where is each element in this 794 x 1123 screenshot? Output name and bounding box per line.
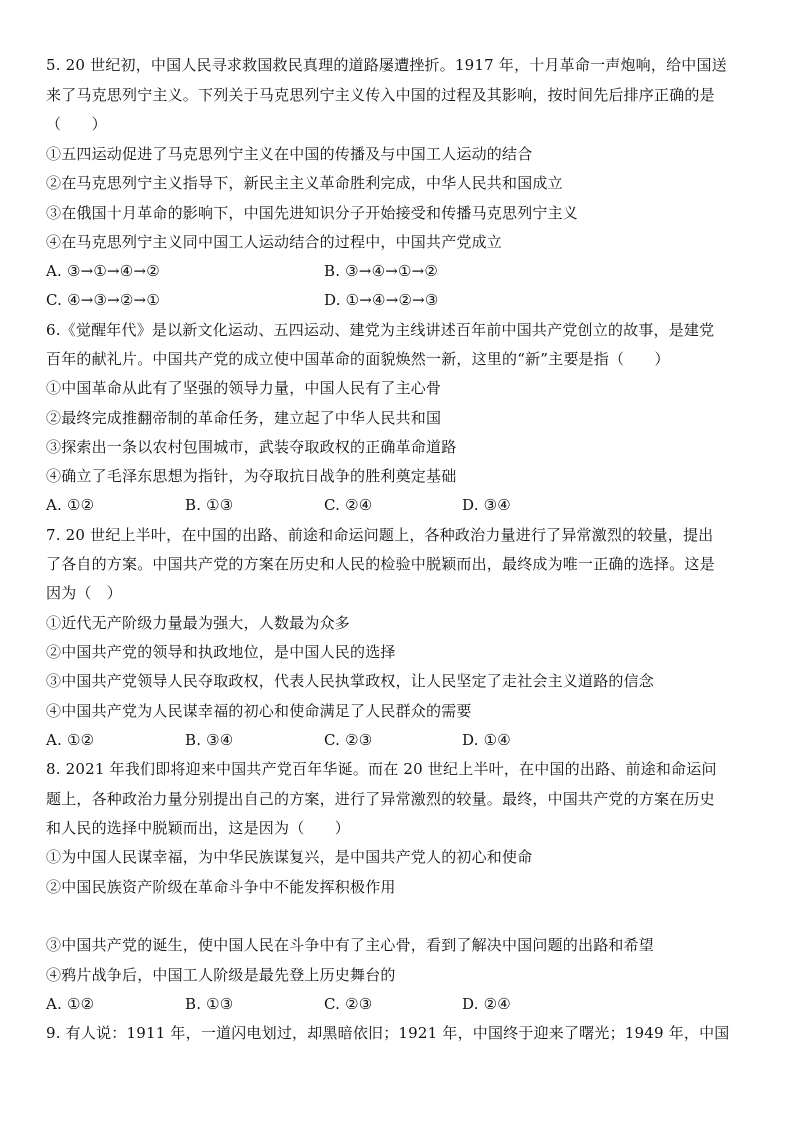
q5-option-d: D. ①→④→②→③ xyxy=(324,291,439,309)
q8-stem-line-1: 8. 2021 年我们即将迎来中国共产党百年华诞。而在 20 世纪上半叶，在中国的出路、前途和命运问 xyxy=(46,760,717,778)
q5-stem-line-1: 5. 20 世纪初，中国人民寻求救国救民真理的道路屡遭挫折。1917 年，十月革命一声炮响，给中国送 xyxy=(46,56,727,74)
q7-item-1: ①近代无产阶级力量最为强大，人数最为众多 xyxy=(46,614,351,632)
q7-option-c: C. ②③ xyxy=(324,731,373,749)
q8-item-1: ①为中国人民谋幸福，为中华民族谋复兴，是中国共产党人的初心和使命 xyxy=(46,848,533,866)
q7-item-3: ③中国共产党领导人民夺取政权，代表人民执掌政权，让人民坚定了走社会主义道路的信念 xyxy=(46,672,655,690)
q6-option-a: A. ①② xyxy=(46,496,95,514)
q8-item-4: ④鸦片战争后，中国工人阶级是最先登上历史舞台的 xyxy=(46,966,396,984)
q6-item-2: ②最终完成推翻帝制的革命任务，建立起了中华人民共和国 xyxy=(46,409,442,427)
q8-stem-line-2: 题上，各种政治力量分别提出自己的方案，进行了异常激烈的较量。最终，中国共产党的方案在历史 xyxy=(46,790,715,808)
q9-stem-line-1: 9. 有人说：1911 年，一道闪电划过，却黑暗依旧；1921 年，中国终于迎来了曙光；1949 年，中国 xyxy=(46,1024,730,1042)
q8-option-b: B. ①③ xyxy=(185,995,234,1013)
q7-stem-line-1: 7. 20 世纪上半叶，在中国的出路、前途和命运问题上，各种政治力量进行了异常激烈的较量，提出 xyxy=(46,526,714,544)
q5-item-1: ①五四运动促进了马克思列宁主义在中国的传播及与中国工人运动的结合 xyxy=(46,145,533,163)
q8-item-3: ③中国共产党的诞生，使中国人民在斗争中有了主心骨，看到了解决中国问题的出路和希望 xyxy=(46,936,655,954)
q6-item-3: ③探索出一条以农村包围城市，武装夺取政权的正确革命道路 xyxy=(46,438,457,456)
q5-stem-line-2: 来了马克思列宁主义。下列关于马克思列宁主义传入中国的过程及其影响，按时间先后排序正确的是 xyxy=(46,86,715,104)
q8-item-2: ②中国民族资产阶级在革命斗争中不能发挥积极作用 xyxy=(46,878,396,896)
q5-item-4: ④在马克思列宁主义同中国工人运动结合的过程中，中国共产党成立 xyxy=(46,233,503,251)
q6-item-4: ④确立了毛泽东思想为指针，为夺取抗日战争的胜利奠定基础 xyxy=(46,467,457,485)
q7-item-2: ②中国共产党的领导和执政地位，是中国人民的选择 xyxy=(46,643,396,661)
q5-stem-line-3: （ ） xyxy=(46,115,107,133)
q5-item-2: ②在马克思列宁主义指导下，新民主主义革命胜利完成，中华人民共和国成立 xyxy=(46,174,563,192)
q8-option-a: A. ①② xyxy=(46,995,95,1013)
q8-option-d: D. ②④ xyxy=(462,995,511,1013)
q7-stem-line-3: 因为（ ） xyxy=(46,584,123,602)
q6-stem-line-2: 百年的献礼片。中国共产党的成立使中国革命的面貌焕然一新，这里的“新”主要是指（ ） xyxy=(46,350,670,368)
q7-stem-line-2: 了各自的方案。中国共产党的方案在历史和人民的检验中脱颖而出，最终成为唯一正确的选择。这是 xyxy=(46,555,715,573)
q6-stem-line-1: 6.《觉醒年代》是以新文化运动、五四运动、建党为主线讲述百年前中国共产党创立的故事，是建党 xyxy=(46,321,715,339)
q6-option-d: D. ③④ xyxy=(462,496,511,514)
q7-option-a: A. ①② xyxy=(46,731,95,749)
q6-option-b: B. ①③ xyxy=(185,496,234,514)
q7-option-b: B. ③④ xyxy=(185,731,234,749)
q6-item-1: ①中国革命从此有了坚强的领导力量，中国人民有了主心骨 xyxy=(46,379,442,397)
q7-item-4: ④中国共产党为人民谋幸福的初心和使命满足了人民群众的需要 xyxy=(46,702,472,720)
q5-option-c: C. ④→③→②→① xyxy=(46,291,160,309)
q5-option-b: B. ③→④→①→② xyxy=(324,262,439,280)
q8-option-c: C. ②③ xyxy=(324,995,373,1013)
q8-stem-line-3: 和人民的选择中脱颖而出，这是因为（ ） xyxy=(46,819,351,837)
q5-item-3: ③在俄国十月革命的影响下，中国先进知识分子开始接受和传播马克思列宁主义 xyxy=(46,204,579,222)
q5-option-a: A. ③→①→④→② xyxy=(46,262,160,280)
q6-option-c: C. ②④ xyxy=(324,496,373,514)
q7-option-d: D. ①④ xyxy=(462,731,511,749)
